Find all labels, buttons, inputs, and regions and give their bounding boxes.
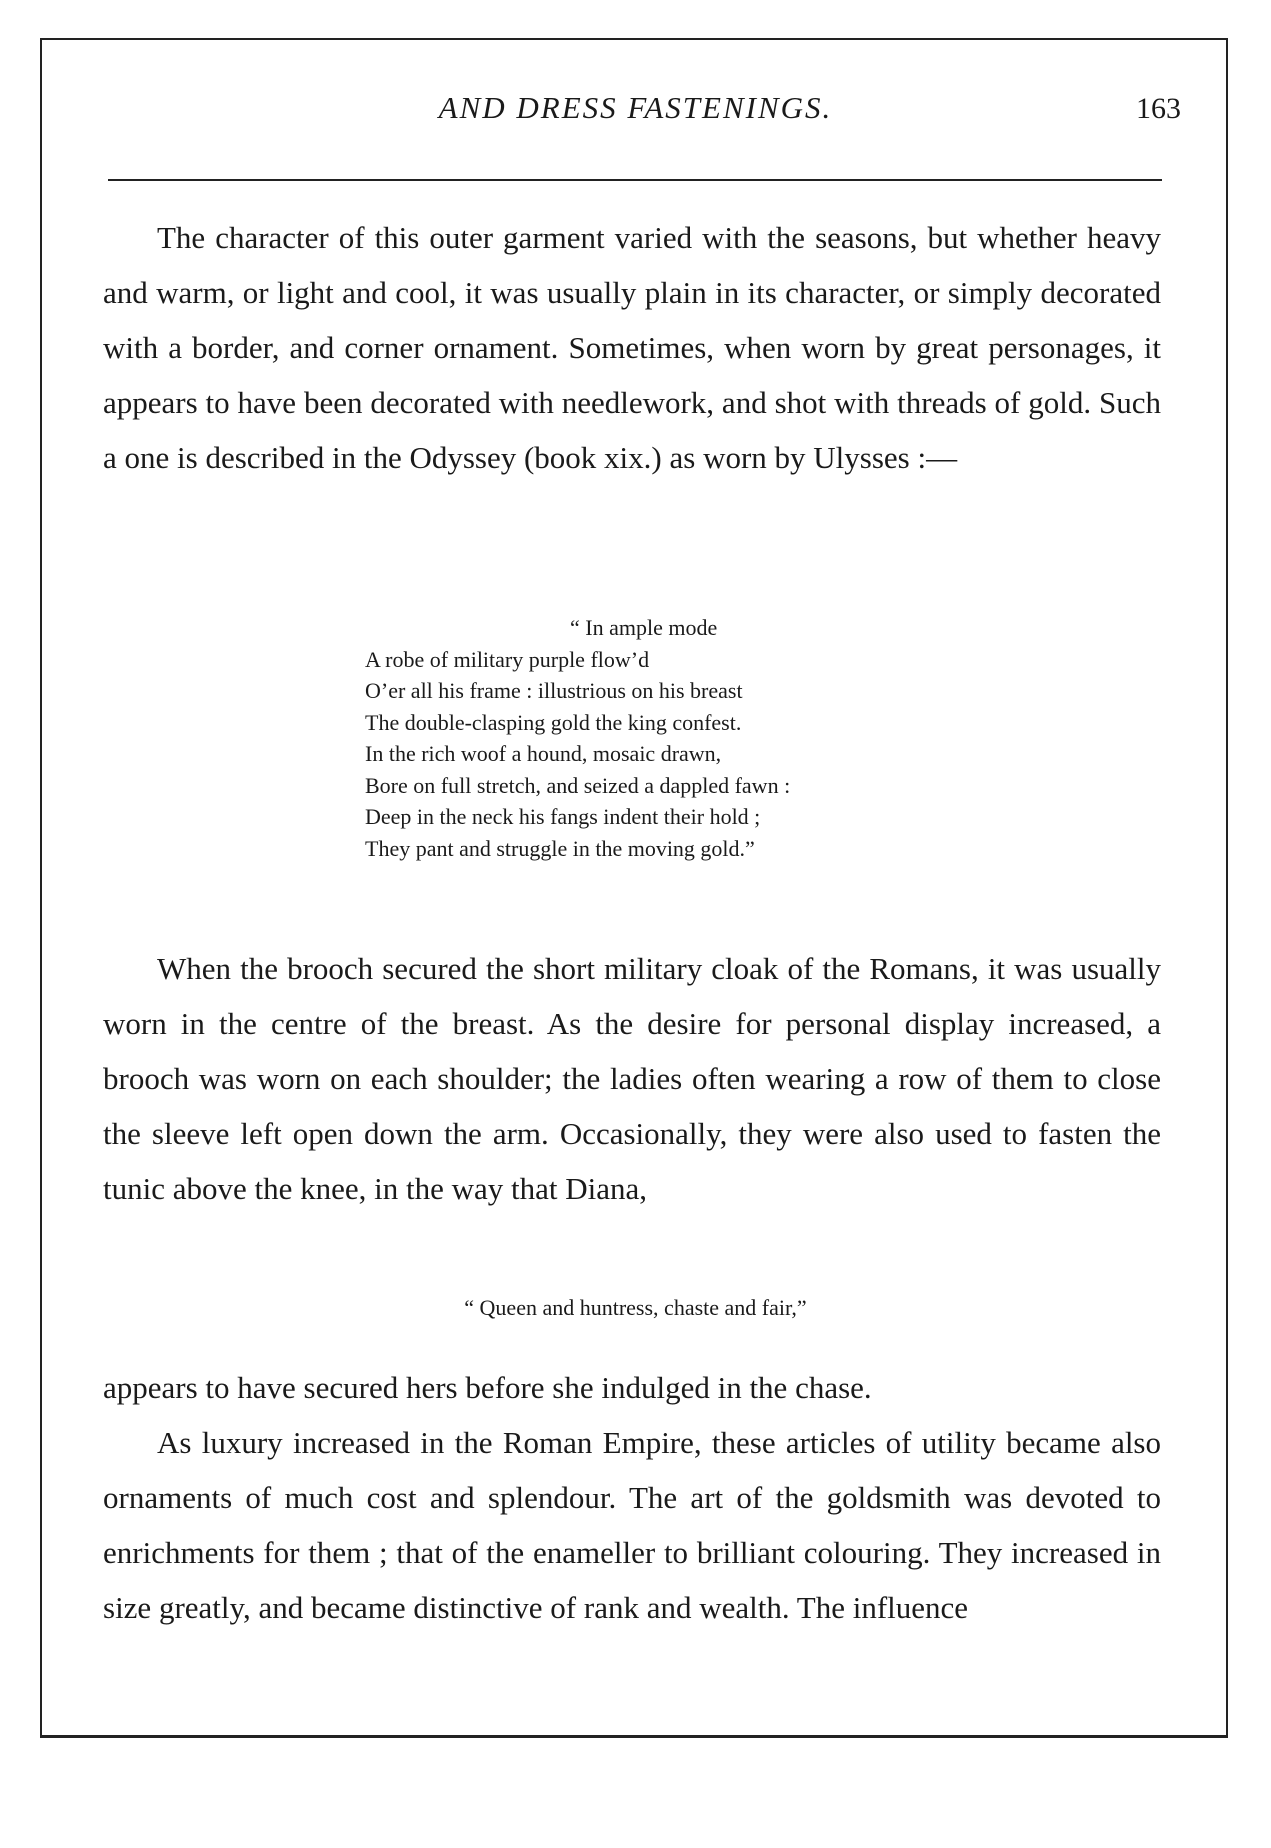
verse-line: In the rich woof a hound, mosaic drawn,	[365, 741, 722, 766]
paragraph-luxury: As luxury increased in the Roman Empire, these articles of utility became also ornaments of much cost and splendour. The art of the goldsmith was devoted to enrichments for them ; that of the enameller to brilliant colouring. They increased in size greatly, and became distinctive of rank and wealth. The influence	[103, 1425, 1161, 1625]
verse-line: Bore on full stretch, and seized a dappled fawn :	[365, 772, 791, 798]
paragraph-brooch: When the brooch secured the short military cloak of the Romans, it was usually worn in the centre of the breast. As the desire for personal display increased, a brooch was worn on each shoulder; the ladies often wearing a row of them to close the sleeve left open down the arm. Occasionally, they were also used to fasten the tunic above the knee, in the way that Diana,	[103, 951, 1161, 1206]
paragraph-chase: appears to have secured hers before she indulged in the chase.	[103, 1370, 872, 1405]
header-rule	[108, 179, 1162, 181]
verse-line: The double-clasping gold the king confest.	[365, 709, 742, 735]
running-head	[0, 90, 1271, 138]
diana-quote: “ Queen and huntress, chaste and fair,”	[464, 1295, 807, 1320]
verse-line: “ In ample mode	[570, 615, 718, 640]
verse-line: O’er all his frame : illustrious on his breast	[365, 678, 743, 703]
odyssey-verse	[365, 612, 790, 864]
page-number: 163	[1136, 92, 1181, 125]
paragraph-outer-garment: The character of this outer garment varied with the seasons, but whether heavy and warm, or light and cool, it was usually plain in its character, or simply decorated with a border, and corner ornament. Sometimes, when worn by great personages, it appears to have been decorated with needlework, and shot with threads of gold. Such a one is described in the Odyssey (book xix.) as worn by Ulysses :—	[103, 220, 1161, 475]
running-title: AND DRESS FASTENINGS.	[438, 90, 833, 125]
verse-line: They pant and struggle in the moving gold.”	[365, 835, 755, 861]
verse-line: A robe of military purple flow’d	[365, 646, 650, 672]
verse-line: Deep in the neck his fangs indent their hold ;	[365, 804, 761, 829]
